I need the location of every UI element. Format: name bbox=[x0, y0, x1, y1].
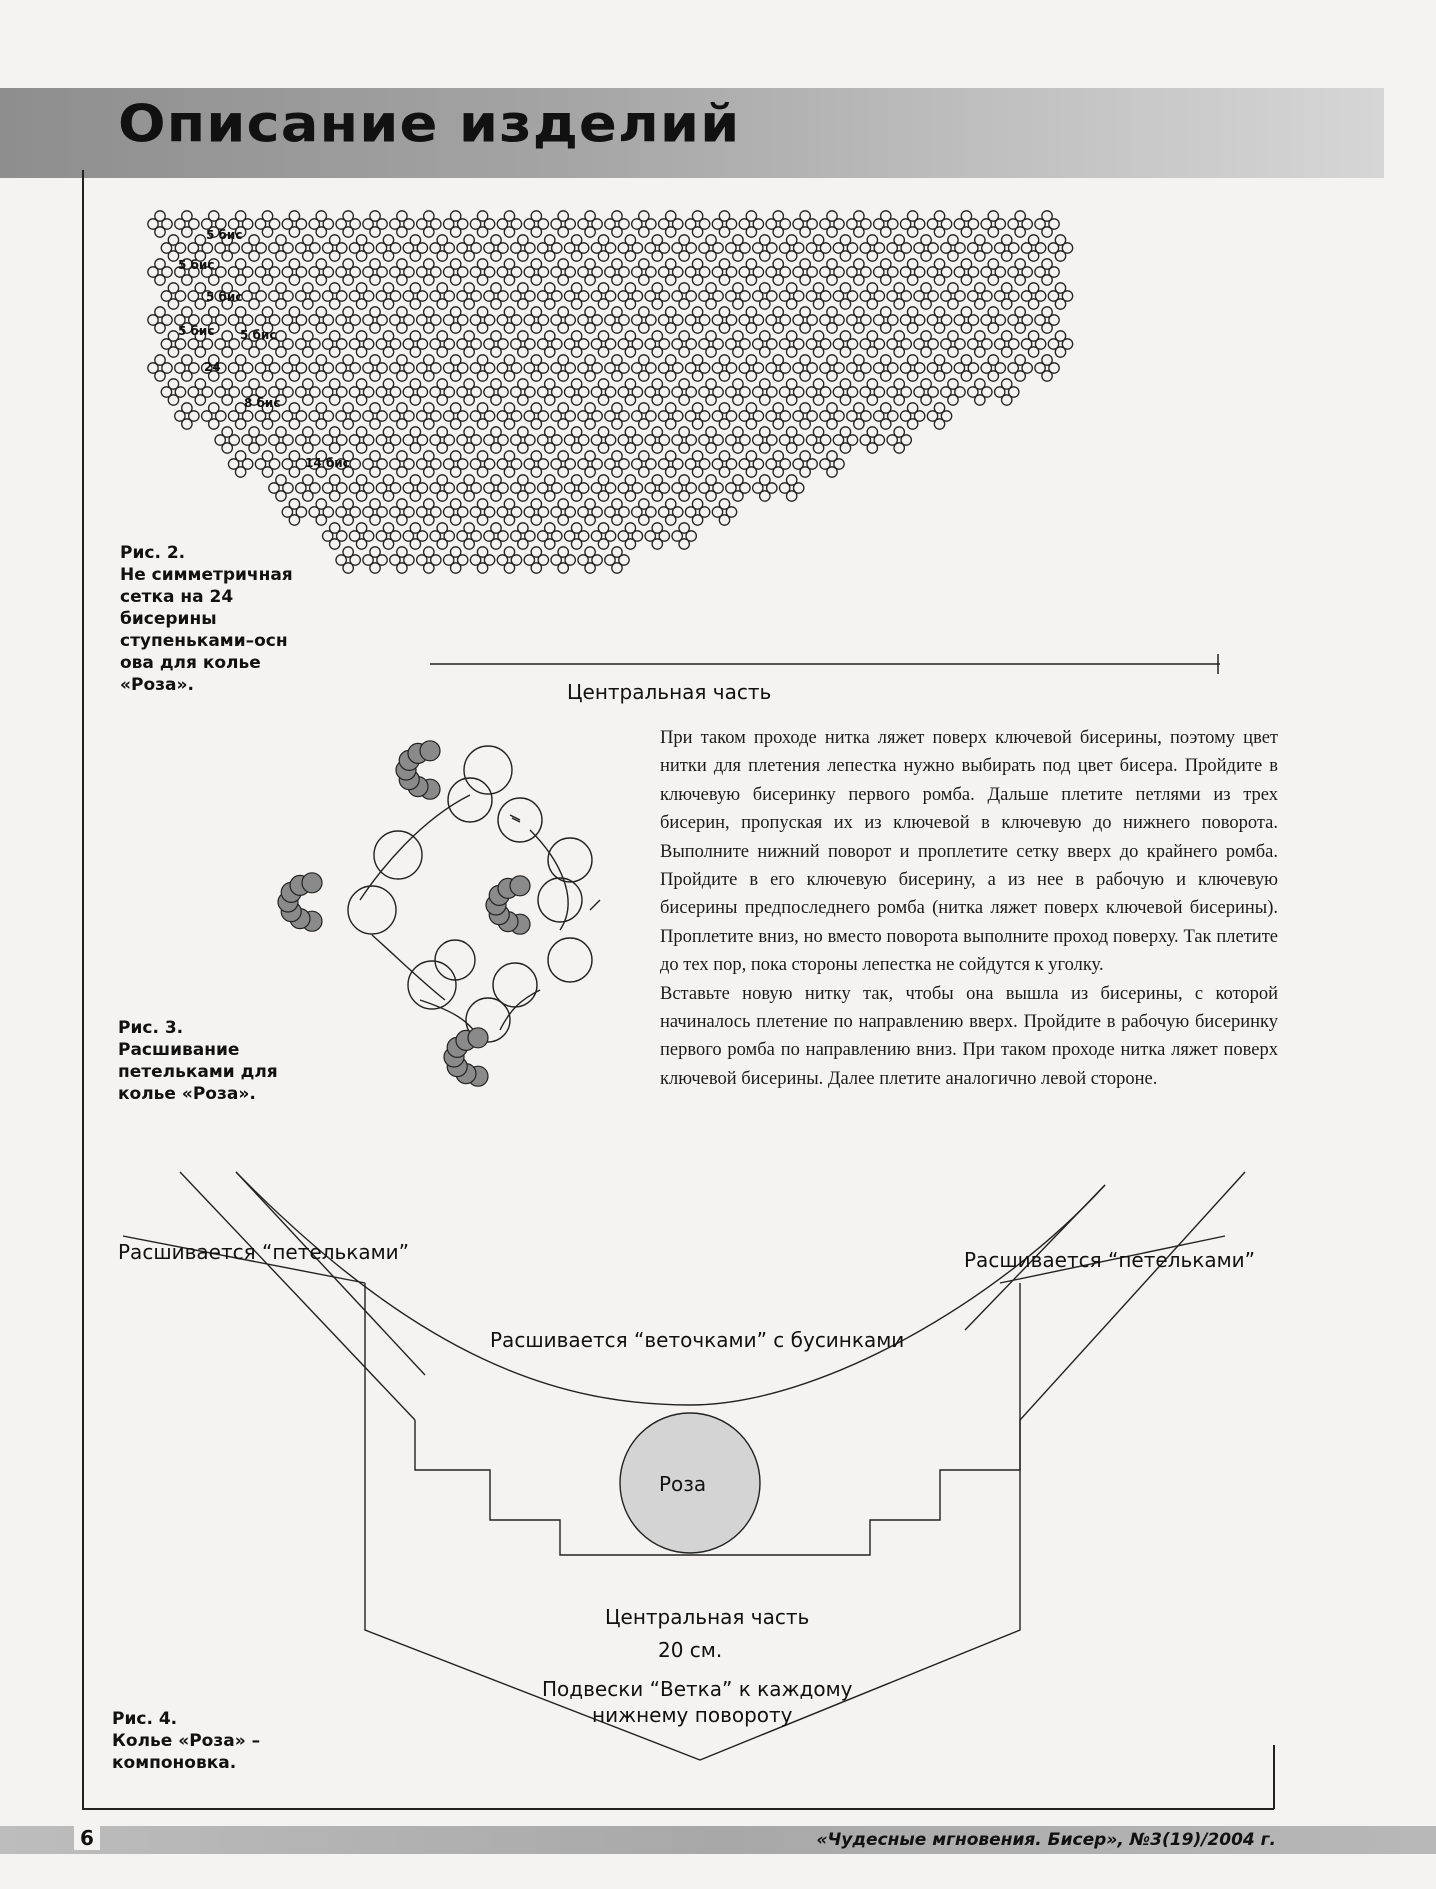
net-label-7: 8 бис bbox=[244, 396, 281, 410]
label-right-loops: Расшивается “петельками” bbox=[964, 1248, 1256, 1272]
net-label-3: 5 бис bbox=[206, 290, 243, 304]
net-label-6: 24 bbox=[204, 360, 221, 374]
net-label-1: 5 бис bbox=[206, 228, 243, 242]
net-label-2: 5 бис bbox=[178, 258, 215, 272]
net-label-4: 5 бис bbox=[178, 324, 215, 338]
body-paragraph-2: Вставьте новую нитку так, чтобы она вышла из бисерины, с которой начиналось плетение по направлению вверх. Пройдите в рабочую бисеринку первого ромба по направлению вниз. При таком проходе нитка ляжет поверх ключевой бисерины. Далее плетите аналогично левой стороне. bbox=[660, 983, 1278, 1089]
page-number: 6 bbox=[74, 1826, 100, 1850]
page-title: Описание изделий bbox=[118, 94, 741, 155]
net-label-5: 5 бис bbox=[240, 328, 277, 342]
figure4-caption: Рис. 4. Колье «Роза» – компоновка. bbox=[112, 1709, 261, 1773]
footer-publication: «Чудесные мгновения. Бисер», №3(19)/2004 г. bbox=[816, 1830, 1276, 1850]
label-center-part: Центральная часть bbox=[605, 1605, 810, 1629]
label-pendants-1: Подвески “Ветка” к каждому bbox=[542, 1677, 853, 1701]
net-label-8: 14 бис bbox=[305, 456, 350, 470]
body-paragraph-1: При таком проходе нитка ляжет поверх ключевой бисерины, поэтому цвет нитки для плетения лепестка нужно выбирать под цвет бисера. Пройдите в ключевую бисеринку первого ромба. Дальше плетите петлями из трех бисерин, пропуская их из ключевой в ключевую до нижнего поворота. Выполните нижний поворот и проплетите сетку вверх до крайнего ромба. Пройдите в его ключевую бисерину, а из нее в рабочую и ключевую бисерины предпоследнего ромба (нитка ляжет поверх ключевой бисерины). Проплетите вниз, но вместо поворота выполните проход поверху. Так плетите до тех пор, пока стороны лепестка не сойдутся к уголку. bbox=[660, 728, 1278, 976]
figure2-center-label: Центральная часть bbox=[567, 680, 772, 704]
label-center-length: 20 см. bbox=[658, 1638, 723, 1662]
label-branches: Расшивается “веточками” с бусинками bbox=[490, 1328, 905, 1352]
label-left-loops: Расшивается “петельками” bbox=[118, 1240, 410, 1264]
label-pendants-2: нижнему повороту bbox=[592, 1703, 793, 1727]
label-rose: Роза bbox=[659, 1472, 707, 1496]
figure3-caption: Рис. 3. Расшивание петельками для колье «Роза». bbox=[118, 1018, 278, 1104]
figure2-caption: Рис. 2. Не симметричная сетка на 24 бисерины ступеньками–осн ова для колье «Роза». bbox=[120, 543, 293, 695]
